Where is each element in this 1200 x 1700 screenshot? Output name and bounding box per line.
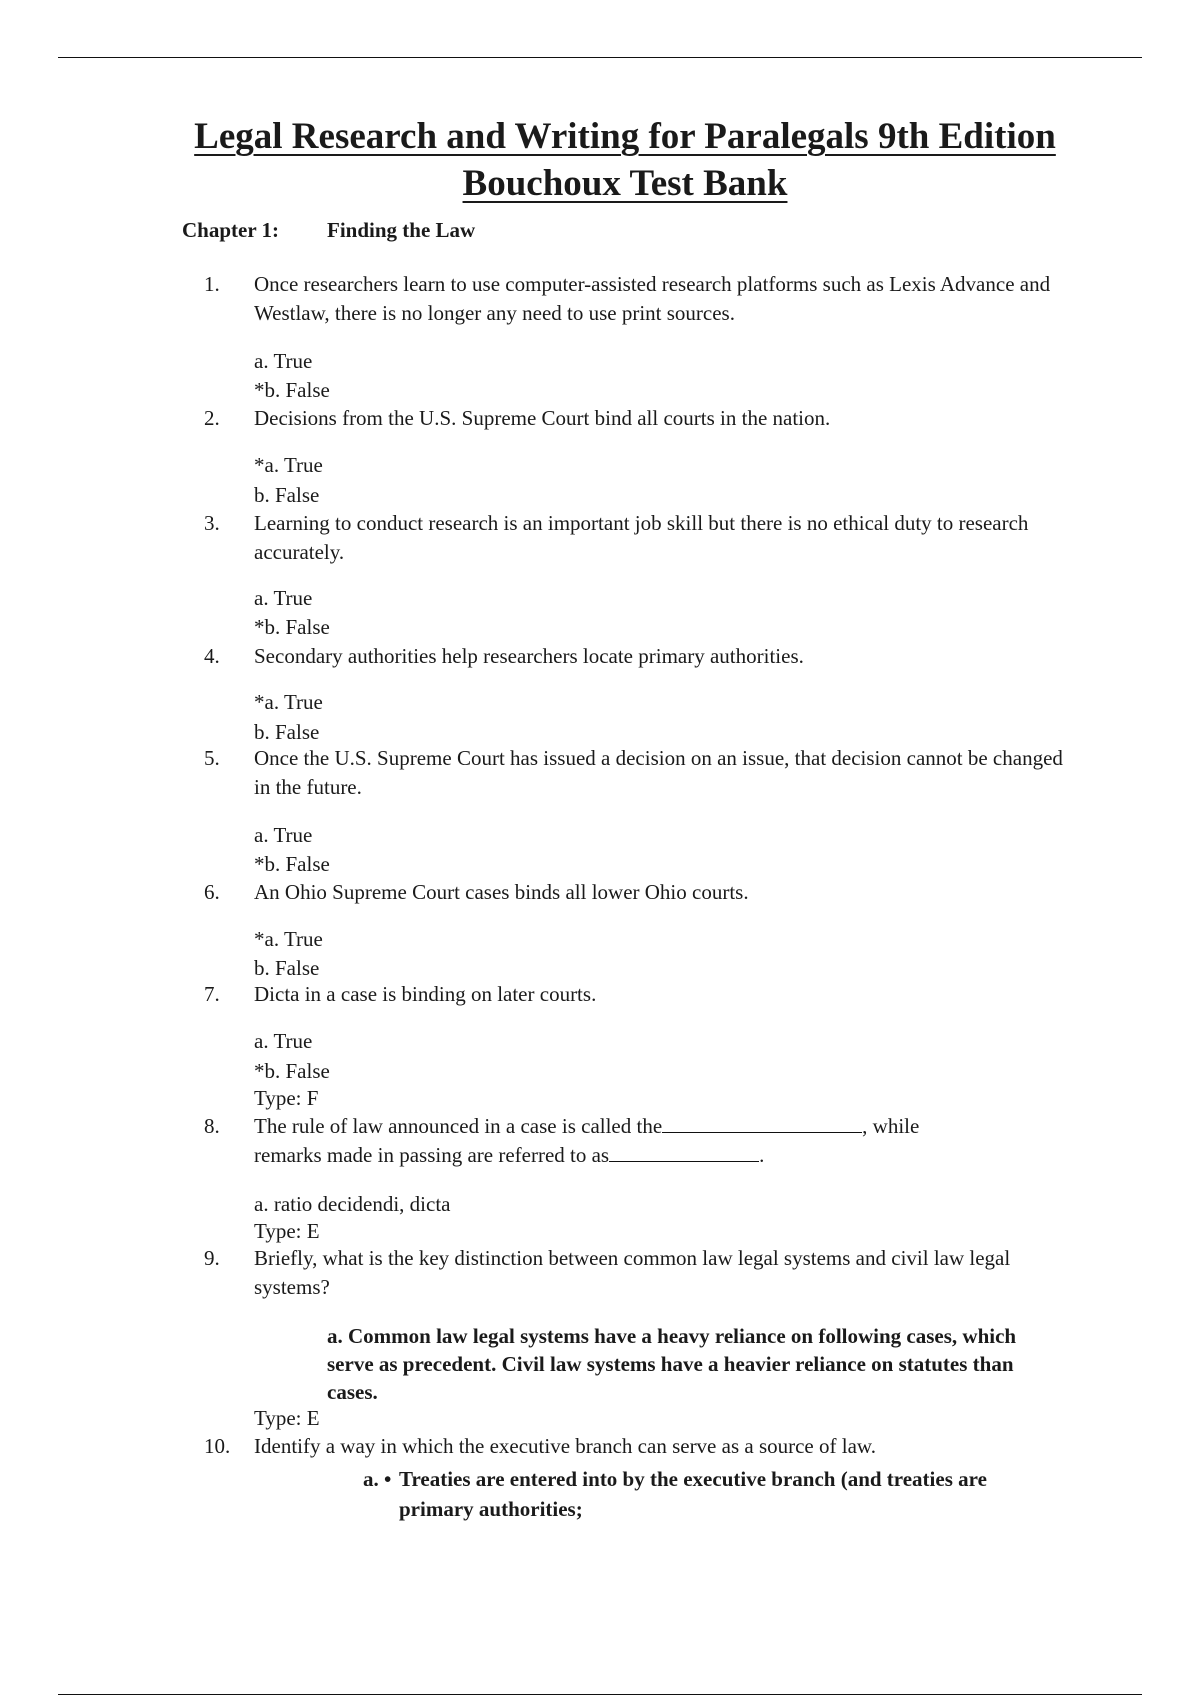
question-text: Once the U.S. Supreme Court has issued a decision on an issue, that decision cannot be changed in the future. [254,746,1063,799]
answer-option: *b. False [254,615,330,639]
question-text: An Ohio Supreme Court cases binds all lower Ohio courts. [254,880,749,904]
answer-option: a. True [254,823,313,847]
title-line-1: Legal Research and Writing for Paralegals 9th Edition [194,116,1056,157]
answer-option: *b. False [254,1059,330,1083]
page-title [100,113,1150,207]
question-number: 3. [204,511,220,535]
question-type: Type: F [254,1086,319,1110]
answer-option: a. True [254,349,313,373]
answer-option: *a. True [254,927,323,951]
question-text: Dicta in a case is binding on later courts. [254,982,597,1006]
fill-in-blank [662,1112,862,1133]
question-text: , while [862,1114,920,1138]
question-9 [204,1244,1064,1302]
question-text: Briefly, what is the key distinction between common law legal systems and civil law legal systems? [254,1246,1011,1299]
question-number: 6. [204,880,220,904]
question-10 [204,1432,1064,1461]
question-text: . [759,1143,765,1167]
question-text: Secondary authorities help researchers locate primary authorities. [254,644,804,668]
question-type: Type: E [254,1219,320,1243]
top-rule [58,57,1142,58]
question-text: Decisions from the U.S. Supreme Court bind all courts in the nation. [254,406,831,430]
answer-option: a. True [254,586,313,610]
question-6 [204,878,1064,907]
answer-option: b. False [254,720,320,744]
question-number: 2. [204,406,220,430]
title-line-2: Bouchoux Test Bank [462,163,788,204]
question-type: Type: E [254,1406,320,1430]
question-text: Identify a way in which the executive branch can serve as a source of law. [254,1434,876,1458]
question-7 [204,980,1064,1009]
answer-option: *a. True [254,453,323,477]
answer-option: a. ratio decidendi, dicta [254,1192,451,1216]
chapter-heading [182,217,475,243]
question-number: 1. [204,272,220,296]
question-4 [204,642,1064,671]
question-text: Once researchers learn to use computer-assisted research platforms such as Lexis Advance and Westlaw, there is no longer any need to use print sources. [254,272,1051,325]
answer-option: *a. True [254,690,323,714]
chapter-name: Finding the Law [327,218,476,242]
question-number: 9. [204,1246,220,1270]
answer-option: b. False [254,483,320,507]
question-2 [204,404,1064,433]
model-answer [363,1464,1053,1524]
bullet-marker: a. • [363,1467,392,1491]
question-number: 4. [204,644,220,668]
question-number: 7. [204,982,220,1006]
question-8 [204,1112,1064,1170]
model-answer-text: Treaties are entered into by the executive branch (and treaties are primary authorities; [399,1467,987,1521]
question-5 [204,744,1064,802]
bottom-rule [58,1694,1142,1695]
question-number: 10. [204,1434,231,1458]
model-answer: a. Common law legal systems have a heavy reliance on following cases, which serve as precedent. Civil law systems have a heavier reliance on statutes than cases. [327,1324,1017,1404]
answer-option: *b. False [254,852,330,876]
chapter-number: Chapter 1: [182,218,280,242]
question-3 [204,509,1064,567]
answer-option: *b. False [254,378,330,402]
answer-option: a. True [254,1029,313,1053]
fill-in-blank [609,1141,759,1162]
question-1 [204,270,1064,328]
answer-option: b. False [254,956,320,980]
question-number: 5. [204,746,220,770]
question-text: Learning to conduct research is an important job skill but there is no ethical duty to research accurately. [254,511,1029,564]
question-text: remarks made in passing are referred to as [254,1143,610,1167]
question-number: 8. [204,1114,220,1138]
question-text: The rule of law announced in a case is called the [254,1114,663,1138]
